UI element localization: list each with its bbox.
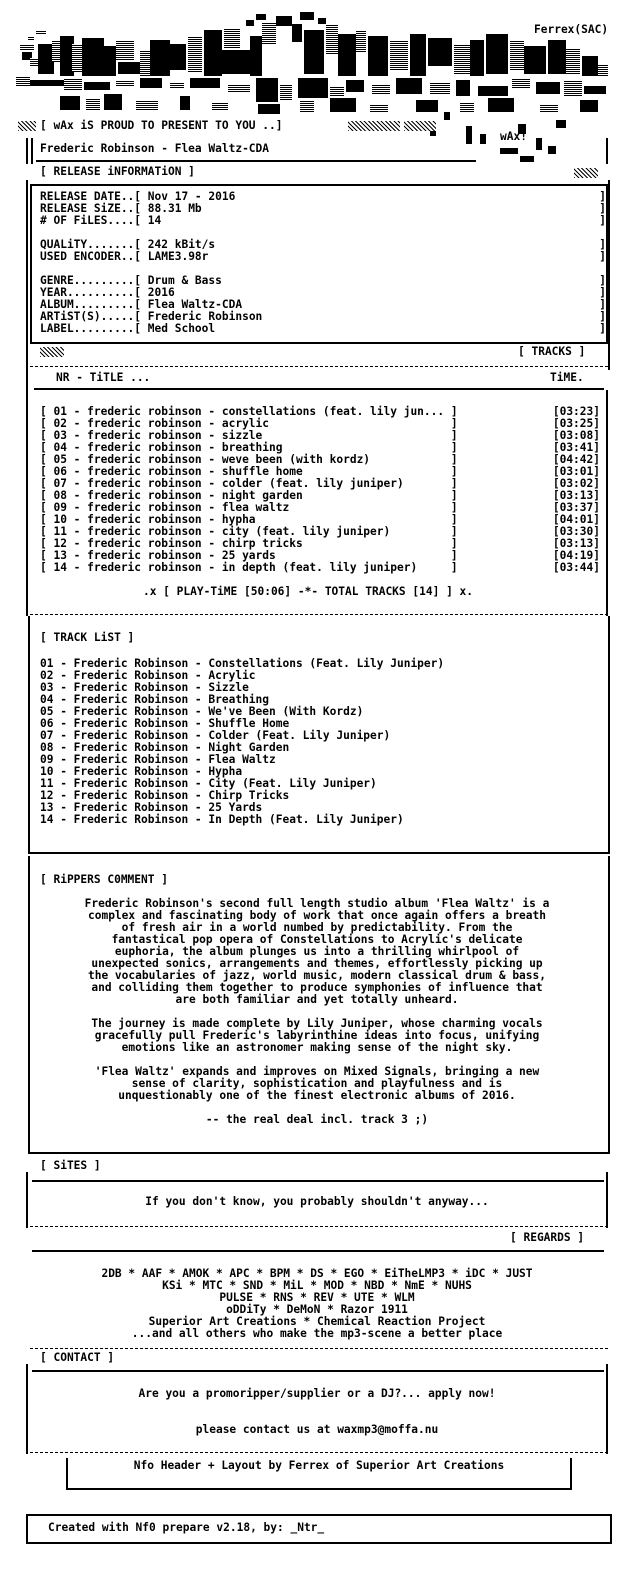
tracks-header-time: TiME. bbox=[550, 371, 584, 384]
logo-pixel-block bbox=[520, 156, 534, 162]
logo-pixel-block bbox=[28, 36, 34, 40]
logo-pixel-block bbox=[188, 36, 202, 72]
track-time: [03:01] bbox=[552, 465, 600, 478]
release-info-value: Nov 17 - 2016 bbox=[141, 190, 236, 203]
release-info-label: # OF FiLES....[ bbox=[40, 214, 142, 227]
release-info-label: ARTiST(S).....[ bbox=[40, 310, 142, 323]
logo-pixel-block bbox=[224, 28, 240, 48]
logo-pixel-block bbox=[86, 98, 100, 110]
list-item: 02 - Frederic Robinson - Acrylic bbox=[40, 669, 256, 682]
list-item: 08 - Frederic Robinson - Night Garden bbox=[40, 741, 290, 754]
logo-pixel-block bbox=[204, 30, 222, 76]
track-title: [ 03 - frederic robinson - sizzle ] bbox=[40, 429, 458, 442]
logo-pixel-block bbox=[582, 56, 598, 76]
logo-pixel-block bbox=[338, 34, 356, 76]
logo-pixel-block bbox=[416, 100, 438, 112]
logo-pixel-block bbox=[368, 36, 388, 76]
release-info-value: Med School bbox=[141, 322, 216, 335]
logo-pixel-block bbox=[486, 34, 508, 74]
text-line: PULSE * RNS * REV * UTE * WLM bbox=[219, 1291, 415, 1304]
contact-heading: [ CONTACT ] bbox=[40, 1351, 115, 1364]
logo-pixel-block bbox=[36, 30, 46, 34]
list-item: 04 - Frederic Robinson - Breathing bbox=[40, 693, 270, 706]
text-line: 2DB * AAF * AMOK * APC * BPM * DS * EGO * EiTheLMP3 * iDC * JUST bbox=[101, 1267, 533, 1280]
logo-pixel-block bbox=[258, 104, 280, 114]
logo-pixel-block bbox=[104, 46, 116, 76]
text-line: are both familiar and yet totally unheard. bbox=[175, 993, 459, 1006]
release-info-close-bracket: ] bbox=[599, 286, 606, 299]
shade-block bbox=[18, 121, 36, 131]
shade-block bbox=[348, 121, 400, 131]
logo-pixel-block bbox=[466, 126, 472, 144]
release-info-label: QUALiTY.......[ bbox=[40, 238, 142, 251]
comment-heading: [ RiPPERS C0MMENT ] bbox=[40, 873, 168, 886]
track-time: [03:37] bbox=[552, 501, 600, 514]
shade-block bbox=[574, 168, 598, 178]
logo-pixel-block bbox=[396, 78, 422, 94]
present-line: [ wAx iS PROUD TO PRESENT TO YOU ..] bbox=[40, 119, 283, 132]
logo-pixel-block bbox=[318, 18, 326, 24]
release-info-close-bracket: ] bbox=[599, 202, 606, 215]
release-info-value: 2016 bbox=[141, 286, 175, 299]
logo-pixel-block bbox=[170, 82, 184, 88]
track-time: [03:13] bbox=[552, 489, 600, 502]
list-item: 13 - Frederic Robinson - 25 Yards bbox=[40, 801, 263, 814]
logo-pixel-block bbox=[566, 48, 580, 74]
release-info-value: 242 kBit/s bbox=[141, 238, 216, 251]
logo-pixel-block bbox=[480, 134, 486, 144]
track-title: [ 11 - frederic robinson - city (feat. lily juniper) ] bbox=[40, 525, 458, 538]
logo-pixel-block bbox=[346, 80, 364, 92]
release-info-value: Flea Waltz-CDA bbox=[141, 298, 243, 311]
ascii-artist-credit: Ferrex(SAC) bbox=[534, 23, 609, 36]
logo-pixel-block bbox=[478, 86, 508, 96]
logo-pixel-block bbox=[140, 50, 150, 76]
text-line: unexpected sonics, arrangements and themes, effortlessly picking up bbox=[91, 957, 543, 970]
logo-pixel-block bbox=[584, 86, 606, 94]
logo-pixel-block bbox=[180, 96, 190, 110]
comment-paragraph-3 bbox=[30, 1066, 604, 1102]
logo-pixel-block bbox=[300, 12, 314, 20]
text-line: euphoria, the album plunges us into a thrilling whirlpool of bbox=[114, 945, 520, 958]
logo-pixel-block bbox=[64, 78, 82, 90]
release-info-label: USED ENCODER..[ bbox=[40, 250, 142, 263]
logo-pixel-block bbox=[304, 30, 324, 74]
release-info-close-bracket: ] bbox=[599, 274, 606, 287]
logo-pixel-block bbox=[256, 78, 278, 102]
logo-pixel-block bbox=[548, 40, 566, 74]
text-line: 'Flea Waltz' expands and improves on Mixed Signals, bringing a new bbox=[94, 1065, 540, 1078]
track-title: [ 14 - frederic robinson - in depth (feat. lily juniper) ] bbox=[40, 561, 458, 574]
logo-pixel-block bbox=[298, 78, 328, 98]
regards-heading: [ REGARDS ] bbox=[510, 1231, 585, 1244]
release-info-label: LABEL.........[ bbox=[40, 322, 142, 335]
logo-pixel-block bbox=[460, 102, 474, 112]
logo-pixel-block bbox=[326, 24, 338, 54]
logo-pixel-block bbox=[292, 24, 302, 42]
text-line: The journey is made complete by Lily Juniper, whose charming vocals bbox=[91, 1017, 543, 1030]
wax-logo bbox=[0, 0, 632, 120]
list-item: 07 - Frederic Robinson - Colder (Feat. Lily Juniper) bbox=[40, 729, 391, 742]
track-title: [ 08 - frederic robinson - night garden ] bbox=[40, 489, 458, 502]
text-line: emotions like an astronomer making sense of the night sky. bbox=[121, 1041, 513, 1054]
logo-pixel-block bbox=[536, 82, 560, 94]
logo-pixel-block bbox=[524, 46, 546, 74]
release-info-row bbox=[40, 251, 606, 263]
logo-pixel-block bbox=[20, 44, 34, 50]
track-list-heading: [ TRACK LiST ] bbox=[40, 631, 135, 644]
release-info-close-bracket: ] bbox=[599, 298, 606, 311]
logo-pixel-block bbox=[330, 86, 344, 96]
logo-pixel-block bbox=[390, 40, 408, 70]
layout-credit: Nfo Header + Layout by Ferrex of Superior Art Creations bbox=[133, 1459, 505, 1472]
shade-block bbox=[40, 347, 64, 357]
logo-pixel-block bbox=[72, 44, 82, 72]
logo-pixel-block bbox=[140, 78, 162, 88]
release-info-close-bracket: ] bbox=[599, 310, 606, 323]
release-info-value: 88.31 Mb bbox=[141, 202, 202, 215]
release-info-heading: [ RELEASE iNFORMATiON ] bbox=[40, 165, 195, 178]
release-info-label: GENRE.........[ bbox=[40, 274, 142, 287]
logo-pixel-block bbox=[276, 16, 292, 26]
logo-pixel-block bbox=[598, 64, 608, 76]
wax-tag: wAx! bbox=[500, 130, 527, 143]
text-line: sense of clarity, sophistication and playfulness and is bbox=[131, 1077, 503, 1090]
logo-pixel-block bbox=[510, 40, 524, 70]
track-title: [ 04 - frederic robinson - breathing ] bbox=[40, 441, 458, 454]
logo-pixel-block bbox=[556, 120, 566, 128]
track-title: [ 13 - frederic robinson - 25 yards ] bbox=[40, 549, 458, 562]
text-line: unquestionably one of the finest electronic albums of 2016. bbox=[118, 1089, 516, 1102]
list-item: 03 - Frederic Robinson - Sizzle bbox=[40, 681, 249, 694]
release-info-label: ALBUM.........[ bbox=[40, 298, 142, 311]
list-item: 06 - Frederic Robinson - Shuffle Home bbox=[40, 717, 290, 730]
logo-pixel-block bbox=[356, 30, 366, 52]
release-info-close-bracket: ] bbox=[599, 250, 606, 263]
release-info-close-bracket: ] bbox=[599, 190, 606, 203]
logo-pixel-block bbox=[470, 40, 484, 76]
track-title: [ 12 - frederic robinson - chirp tricks ] bbox=[40, 537, 458, 550]
logo-pixel-block bbox=[118, 62, 142, 74]
logo-pixel-block bbox=[410, 34, 426, 76]
track-title: [ 01 - frederic robinson - constellations (feat. lily jun... ] bbox=[40, 405, 458, 418]
logo-pixel-block bbox=[256, 14, 266, 20]
release-title: Frederic Robinson - Flea Waltz-CDA bbox=[40, 142, 270, 155]
logo-pixel-block bbox=[16, 76, 30, 86]
table-row bbox=[40, 562, 600, 574]
logo-pixel-block bbox=[222, 50, 250, 74]
track-time: [03:25] bbox=[552, 417, 600, 430]
logo-pixel-block bbox=[300, 100, 314, 112]
logo-pixel-block bbox=[262, 22, 276, 44]
list-item: 14 - Frederic Robinson - In Depth (Feat. Lily Juniper) bbox=[40, 813, 404, 826]
logo-pixel-block bbox=[60, 96, 80, 110]
logo-pixel-block bbox=[372, 84, 390, 94]
contact-email[interactable]: please contact us at waxmp3@moffa.nu bbox=[195, 1423, 439, 1436]
logo-pixel-block bbox=[370, 104, 388, 112]
release-info-label: RELEASE SiZE..[ bbox=[40, 202, 142, 215]
text-line: and colliding them together to produce symphonies of influence that bbox=[91, 981, 543, 994]
text-line: Superior Art Creations * Chemical Reaction Project bbox=[148, 1315, 486, 1328]
track-title: [ 10 - frederic robinson - hypha ] bbox=[40, 513, 458, 526]
track-time: [03:13] bbox=[552, 537, 600, 550]
logo-pixel-block bbox=[84, 82, 110, 90]
release-info-value: LAME3.98r bbox=[141, 250, 209, 263]
release-info-label: YEAR..........[ bbox=[40, 286, 142, 299]
track-time: [04:19] bbox=[552, 549, 600, 562]
sites-text: If you don't know, you probably shouldn't anyway... bbox=[145, 1195, 489, 1208]
release-info-row bbox=[40, 323, 606, 335]
track-title: [ 09 - frederic robinson - flea waltz ] bbox=[40, 501, 458, 514]
logo-pixel-block bbox=[580, 100, 598, 112]
list-item: 09 - Frederic Robinson - Flea Waltz bbox=[40, 753, 276, 766]
release-info-close-bracket: ] bbox=[599, 238, 606, 251]
logo-pixel-block bbox=[30, 80, 64, 86]
track-time: [03:41] bbox=[552, 441, 600, 454]
contact-apply: Are you a promoripper/supplier or a DJ?... apply now! bbox=[138, 1387, 496, 1400]
track-time: [03:08] bbox=[552, 429, 600, 442]
list-item: 11 - Frederic Robinson - City (Feat. Lily Juniper) bbox=[40, 777, 377, 790]
logo-pixel-block bbox=[454, 44, 470, 74]
release-info-value: 14 bbox=[141, 214, 162, 227]
release-info-close-bracket: ] bbox=[599, 214, 606, 227]
logo-pixel-block bbox=[280, 84, 292, 100]
logo-pixel-block bbox=[512, 78, 530, 88]
created-with: Created with Nf0 prepare v2.18, by: _Ntr_ bbox=[48, 1521, 325, 1534]
text-line: complex and fascinating body of work that once again offers a breath bbox=[87, 909, 546, 922]
logo-pixel-block bbox=[82, 38, 104, 76]
track-list bbox=[40, 658, 600, 826]
logo-pixel-block bbox=[150, 40, 170, 76]
logo-pixel-block bbox=[428, 38, 452, 66]
text-line: the vocabularies of jazz, world music, modern classical drum & bass, bbox=[87, 969, 546, 982]
release-info-value: Drum & Bass bbox=[141, 274, 222, 287]
track-time: [03:44] bbox=[552, 561, 600, 574]
logo-pixel-block bbox=[246, 20, 254, 26]
release-info-row bbox=[40, 215, 606, 227]
text-line: Frederic Robinson's second full length studio album 'Flea Waltz' is a bbox=[84, 897, 550, 910]
track-time: [04:01] bbox=[552, 513, 600, 526]
logo-pixel-block bbox=[488, 98, 514, 112]
track-title: [ 07 - frederic robinson - colder (feat. lily juniper) ] bbox=[40, 477, 458, 490]
text-line: fantastical pop opera of Constellations to Acrylic's delicate bbox=[111, 933, 523, 946]
text-line: ...and all others who make the mp3-scene a better place bbox=[131, 1327, 503, 1340]
logo-pixel-block bbox=[430, 82, 450, 94]
release-info-label: RELEASE DATE..[ bbox=[40, 190, 142, 203]
logo-pixel-block bbox=[212, 102, 228, 110]
list-item: 12 - Frederic Robinson - Chirp Tricks bbox=[40, 789, 290, 802]
regards-list bbox=[30, 1268, 604, 1340]
release-info-close-bracket: ] bbox=[599, 322, 606, 335]
logo-pixel-block bbox=[170, 44, 186, 70]
tracks-table bbox=[40, 406, 600, 574]
tracks-heading: [ TRACKS ] bbox=[518, 345, 586, 358]
logo-pixel-block bbox=[540, 104, 558, 112]
logo-pixel-block bbox=[104, 94, 122, 110]
text-line: of fresh air in a world numbed by predictability. From the bbox=[121, 921, 513, 934]
list-item: 01 - Frederic Robinson - Constellations (Feat. Lily Juniper) bbox=[40, 657, 445, 670]
logo-pixel-block bbox=[536, 138, 542, 150]
text-line: oDDiTy * DeMoN * Razor 1911 bbox=[226, 1303, 408, 1316]
track-title: [ 06 - frederic robinson - shuffle home ] bbox=[40, 465, 458, 478]
shade-block bbox=[404, 121, 436, 131]
comment-signoff: -- the real deal incl. track 3 ;) bbox=[205, 1113, 429, 1126]
logo-pixel-block bbox=[548, 146, 556, 154]
logo-pixel-block bbox=[444, 112, 450, 120]
track-time: [04:42] bbox=[552, 453, 600, 466]
track-title: [ 02 - frederic robinson - acrylic ] bbox=[40, 417, 458, 430]
list-item: 05 - Frederic Robinson - We've Been (With Kordz) bbox=[40, 705, 364, 718]
logo-pixel-block bbox=[330, 98, 356, 112]
tracks-header-title: NR - TiTLE ... bbox=[56, 371, 151, 384]
logo-pixel-block bbox=[564, 80, 582, 96]
list-item: 10 - Frederic Robinson - Hypha bbox=[40, 765, 243, 778]
text-line: KSi * MTC * SND * MiL * MOD * NBD * NmE * NUHS bbox=[162, 1279, 472, 1292]
text-line: gracefully pull Frederic's labyrinthine ideas into focus, unifying bbox=[94, 1029, 540, 1042]
logo-pixel-block bbox=[190, 78, 220, 88]
release-info-fields bbox=[40, 191, 606, 335]
logo-pixel-block bbox=[228, 84, 250, 92]
track-title: [ 05 - frederic robinson - weve been (with kordz) ] bbox=[40, 453, 458, 466]
logo-pixel-block bbox=[136, 100, 158, 110]
release-info-value: Frederic Robinson bbox=[141, 310, 263, 323]
track-time: [03:23] bbox=[552, 405, 600, 418]
logo-pixel-block bbox=[500, 148, 518, 154]
track-time: [03:02] bbox=[552, 477, 600, 490]
logo-pixel-block bbox=[456, 80, 470, 96]
play-time-summary: .x [ PLAY-TiME [50:06] -*- TOTAL TRACKS [14] ] x. bbox=[142, 585, 474, 598]
comment-paragraph-1 bbox=[30, 898, 604, 1006]
logo-pixel-block bbox=[116, 40, 134, 60]
logo-pixel-block bbox=[250, 36, 262, 76]
logo-pixel-block bbox=[116, 80, 134, 86]
sites-heading: [ SiTES ] bbox=[40, 1159, 101, 1172]
track-time: [03:30] bbox=[552, 525, 600, 538]
comment-paragraph-2 bbox=[30, 1018, 604, 1054]
